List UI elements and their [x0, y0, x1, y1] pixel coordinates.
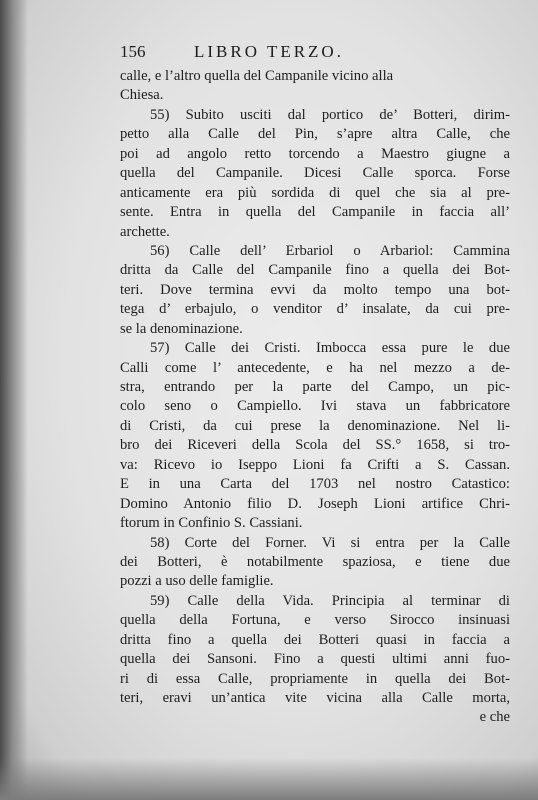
text-line: 55) Subito usciti dal portico de’ Botteri, dirim-	[150, 106, 510, 123]
text-line: ftorum in Confinio S. Cassiani.	[120, 515, 303, 532]
text-line: ri di essa Calle, propriamente in quella dei Bot-	[120, 670, 510, 687]
text-line: quella dei Sansoni. Fino a questi ultimi anni fuo-	[120, 651, 510, 668]
text-line: dritta fino a quella dei Botteri quasi in faccia a	[120, 631, 510, 648]
page-binding-shadow	[0, 0, 28, 800]
text-line: 59) Calle della Vida. Principia al terminar di	[150, 592, 510, 609]
text-line: teri, eravi un’antica vite vicina alla Calle morta,	[120, 690, 510, 706]
text-line: di Cristi, da cui prese la denominazione. Nel li-	[120, 417, 510, 434]
text-line: teri. Dove termina evvi da molto tempo una bot-	[120, 281, 510, 298]
text-line: 58) Corte del Forner. Vi si entra per la Calle	[150, 534, 510, 551]
text-line: va: Ricevo io Iseppo Lioni fa Crifti a S. Cassan.	[120, 456, 510, 473]
text-line: tega d’ erbajulo, o venditor d’ insalate, da cui pre-	[120, 301, 510, 318]
text-line: quella del Campanile. Dicesi Calle sporca. Forse	[120, 165, 510, 182]
text-line: anticamente era più sordida di quel che sia al pre-	[120, 184, 510, 201]
page-header	[120, 42, 420, 64]
text-line: 56) Calle dell’ Erbariol o Arbariol: Cammina	[150, 242, 510, 259]
text-line: colo seno o Campiello. Ivi stava un fabbricatore	[120, 398, 510, 415]
text-line: E in una Carta del 1703 nel nostro Catastico:	[120, 476, 510, 493]
text-line: se la denominazione.	[120, 320, 243, 337]
text-line: pozzi a uso delle famiglie.	[120, 573, 274, 590]
text-line: petto alla Calle del Pin, s’apre altra Calle, che	[120, 126, 510, 143]
text-line: dei Botteri, è notabilmente spaziosa, e tiene due	[120, 553, 510, 570]
text-line: e che	[479, 709, 510, 726]
text-line: Calli come l’ antecedente, e ha nel mezzo a de-	[120, 359, 510, 376]
text-line: bro dei Riceveri della Scola del SS.° 1658, si tro-	[120, 437, 510, 454]
text-line: 57) Calle dei Cristi. Imbocca essa pure le due	[150, 340, 510, 357]
running-title: LIBRO TERZO.	[194, 42, 344, 61]
text-line: calle, e l’altro quella del Campanile vicino alla	[120, 68, 394, 84]
text-line: quella della Fortuna, e verso Sirocco insinuasi	[120, 612, 510, 629]
text-line: dritta da Calle del Campanile fino a quella dei Bot-	[120, 262, 510, 279]
text-line: poi ad angolo retto torcendo a Maestro giugne a	[120, 145, 510, 162]
text-line: Chiesa.	[120, 87, 164, 104]
text-line: Domino Antonio filio D. Joseph Lioni artifice Chri-	[120, 495, 510, 512]
text-line: stra, entrando per la parte del Campo, un pic-	[120, 379, 510, 395]
text-line: archette.	[120, 223, 170, 240]
page-bottom-shadow	[0, 758, 538, 800]
text-line: sente. Entra in quella del Campanile in faccia all’	[120, 204, 510, 221]
page-number: 156	[120, 42, 146, 61]
body-text	[120, 67, 510, 728]
